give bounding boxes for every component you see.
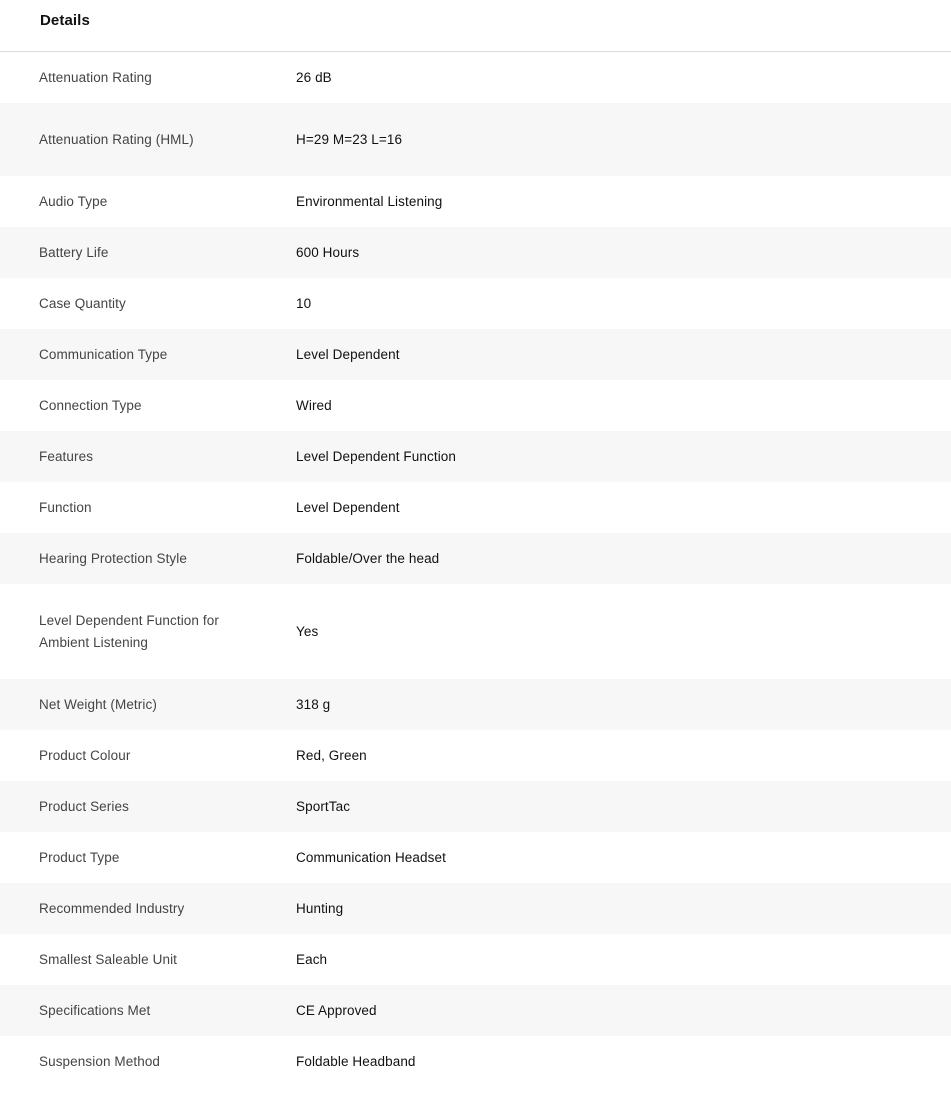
spec-value: Level Dependent (296, 346, 400, 362)
spec-row (0, 832, 951, 883)
spec-label: Function (39, 499, 92, 515)
spec-label: Specifications Met (39, 1002, 151, 1018)
spec-row (0, 934, 951, 985)
spec-row (0, 103, 951, 176)
spec-label: Suspension Method (39, 1053, 161, 1069)
spec-value: Communication Headset (296, 849, 446, 865)
spec-row (0, 329, 951, 380)
spec-label: Case Quantity (39, 295, 126, 311)
spec-value: H=29 M=23 L=16 (296, 131, 403, 147)
spec-row (0, 431, 951, 482)
spec-value: Each (296, 951, 328, 967)
spec-label: Audio Type (39, 193, 108, 209)
spec-value: Level Dependent Function (296, 448, 457, 464)
spec-value: Hunting (296, 900, 344, 916)
spec-label: Hearing Protection Style (39, 550, 187, 566)
spec-row (0, 380, 951, 431)
spec-row (0, 278, 951, 329)
spec-value: Wired (296, 397, 332, 413)
spec-row (0, 730, 951, 781)
spec-row (0, 985, 951, 1036)
spec-label: Battery Life (39, 244, 109, 260)
spec-table (0, 52, 951, 1087)
spec-row (0, 227, 951, 278)
spec-row (0, 533, 951, 584)
spec-row (0, 781, 951, 832)
spec-value: Foldable Headband (296, 1053, 416, 1069)
spec-label: Level Dependent Function for Ambient Listening (39, 612, 219, 650)
spec-value: 318 g (296, 696, 331, 712)
spec-label: Product Type (39, 849, 120, 865)
spec-value: 10 (296, 295, 312, 311)
spec-label: Features (39, 448, 94, 464)
spec-label: Recommended Industry (39, 900, 185, 916)
spec-row (0, 176, 951, 227)
spec-label: Product Colour (39, 747, 131, 763)
spec-value: CE Approved (296, 1002, 377, 1018)
spec-label: Smallest Saleable Unit (39, 951, 178, 967)
spec-label: Communication Type (39, 346, 168, 362)
spec-label: Attenuation Rating (39, 69, 152, 85)
spec-label: Product Series (39, 798, 129, 814)
spec-label: Attenuation Rating (HML) (39, 131, 194, 147)
spec-row (0, 883, 951, 934)
spec-row (0, 679, 951, 730)
spec-label: Connection Type (39, 397, 142, 413)
details-title: Details (40, 12, 90, 29)
spec-value: 600 Hours (296, 244, 360, 260)
spec-value: Red, Green (296, 747, 367, 763)
spec-value: Level Dependent (296, 499, 400, 515)
spec-value: Foldable/Over the head (296, 550, 440, 566)
details-header (0, 0, 951, 52)
spec-value: Environmental Listening (296, 193, 443, 209)
spec-row (0, 584, 951, 679)
spec-row (0, 52, 951, 103)
spec-label: Net Weight (Metric) (39, 696, 157, 712)
spec-value: Yes (296, 623, 319, 639)
spec-value: SportTac (296, 798, 351, 814)
spec-row (0, 482, 951, 533)
spec-value: 26 dB (296, 69, 332, 85)
spec-row (0, 1036, 951, 1087)
